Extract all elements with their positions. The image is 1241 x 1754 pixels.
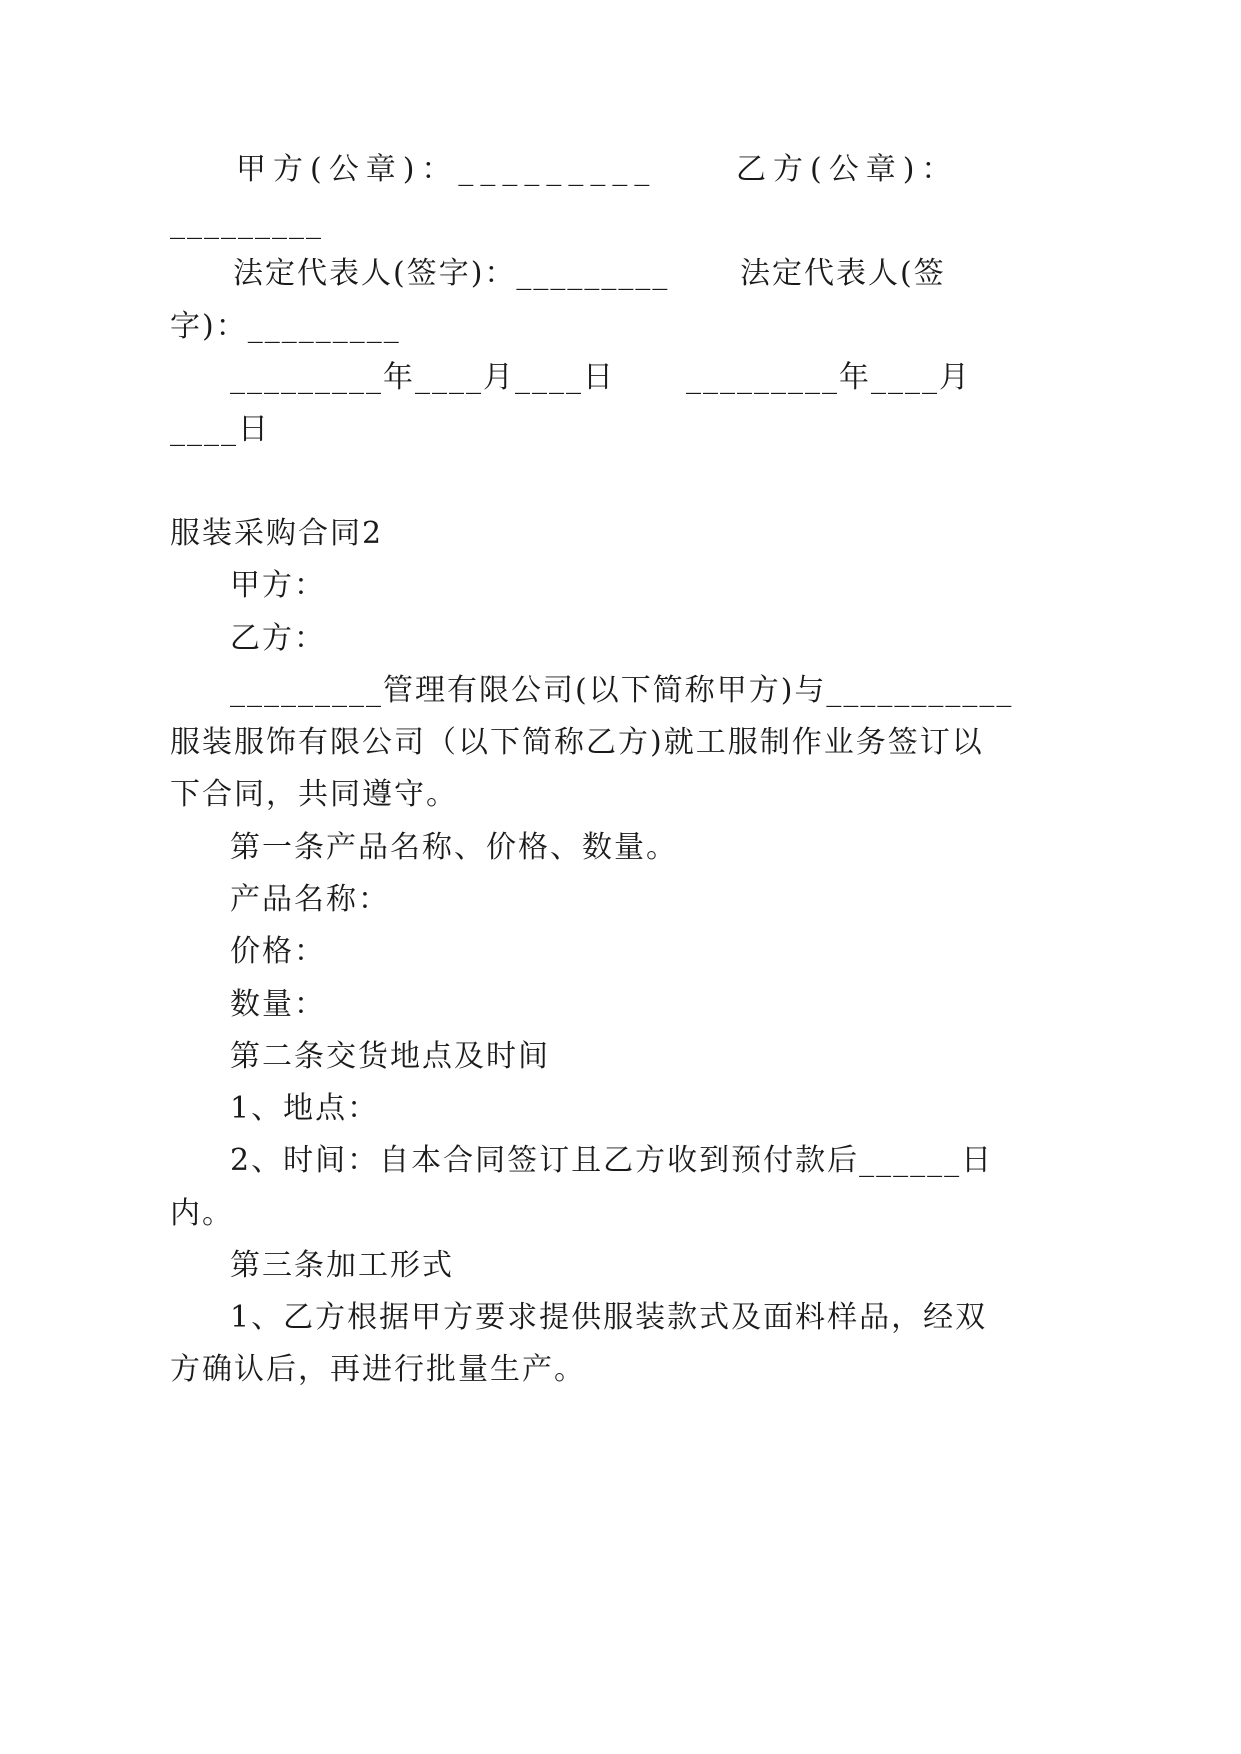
legal-rep-a-line: 法定代表人(签字)：_________ xyxy=(233,256,670,291)
time-item-line-1: 2、时间：自本合同签订且乙方收到预付款后______日 xyxy=(230,1143,994,1178)
time-item-line-2: 内。 xyxy=(170,1196,234,1231)
party-a-label: 甲方： xyxy=(230,568,326,603)
location-item: 1、地点： xyxy=(230,1091,380,1126)
price-label: 价格： xyxy=(230,934,326,969)
article-3-title: 第三条加工形式 xyxy=(230,1248,454,1283)
article-1-title: 第一条产品名称、价格、数量。 xyxy=(230,830,678,865)
product-name-label: 产品名称： xyxy=(230,882,390,917)
intro-line-2: 服装服饰有限公司（以下简称乙方)就工服制作业务签订以 xyxy=(170,725,984,760)
date-b-line-end: ____日 xyxy=(170,412,270,447)
article-2-title: 第二条交货地点及时间 xyxy=(230,1039,550,1074)
legal-rep-b-line-end: 字)：_________ xyxy=(170,309,401,344)
party-b-seal-blank: _________ xyxy=(170,205,323,240)
intro-line-3: 下合同，共同遵守。 xyxy=(170,777,458,812)
date-b-line-start: _________年____月 xyxy=(686,360,971,395)
processing-item-1-line-2: 方确认后，再进行批量生产。 xyxy=(170,1352,586,1387)
intro-line-1: _________管理有限公司(以下简称甲方)与___________ xyxy=(230,673,1014,708)
date-a-line: _________年____月____日 xyxy=(230,360,615,395)
contract-title: 服装采购合同2 xyxy=(170,516,384,551)
quantity-label: 数量： xyxy=(230,987,326,1022)
party-b-seal-line: 乙方(公章)： xyxy=(736,152,959,187)
legal-rep-b-line-start: 法定代表人(签 xyxy=(740,256,946,291)
party-a-seal-line: 甲方(公章)：_________ xyxy=(236,152,657,187)
processing-item-1-line-1: 1、乙方根据甲方要求提供服装款式及面料样品，经双 xyxy=(230,1300,988,1335)
party-b-label: 乙方： xyxy=(230,621,326,656)
